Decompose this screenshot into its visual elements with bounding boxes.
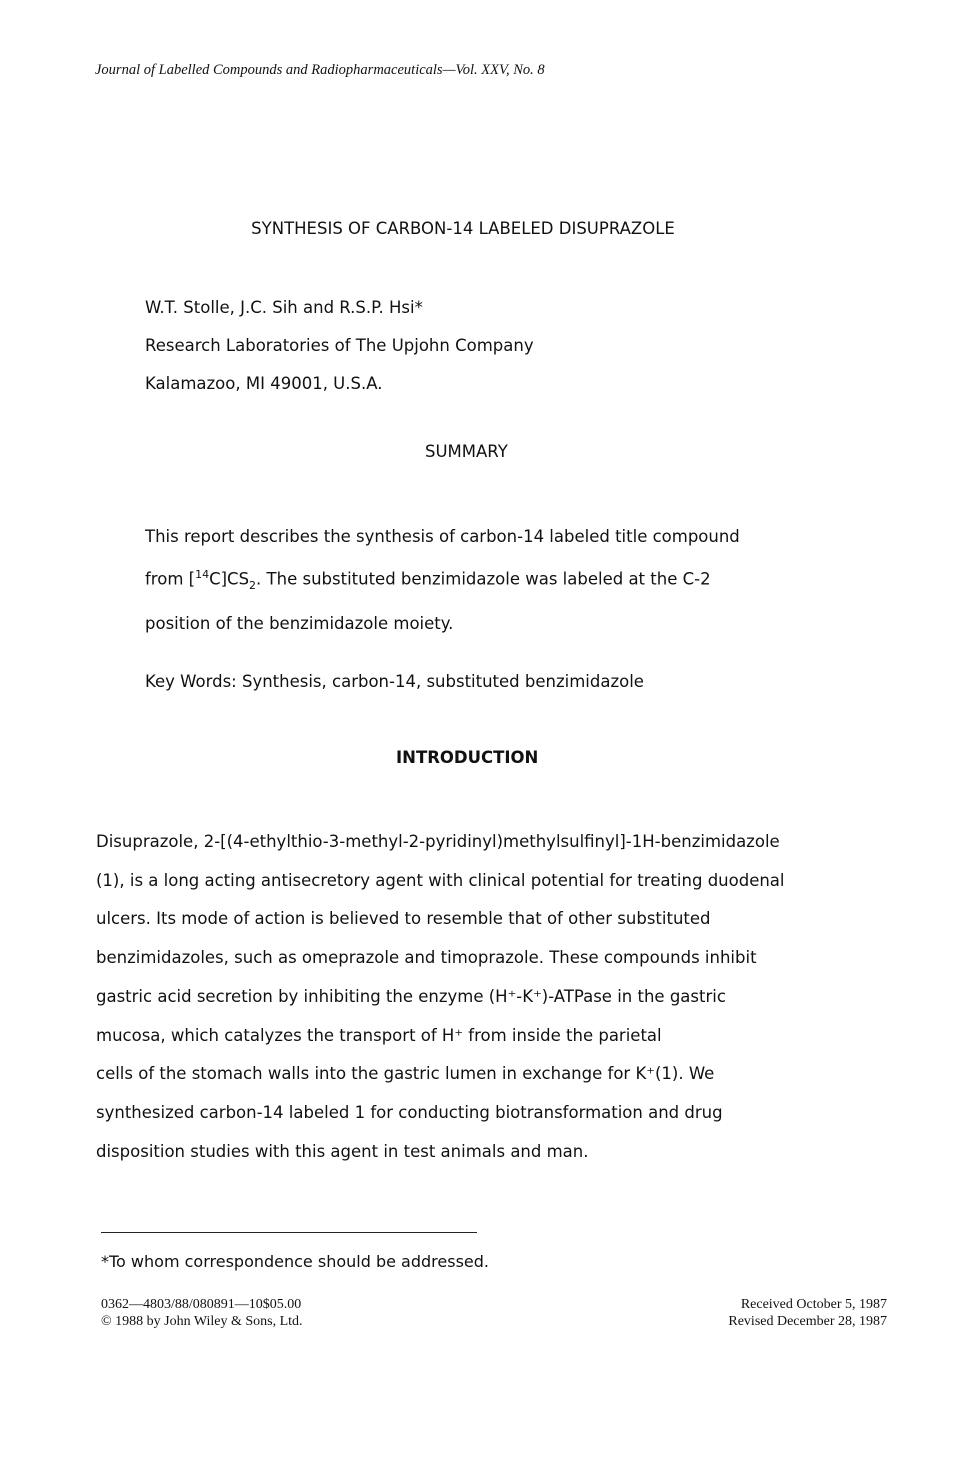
- footnote: *To whom correspondence should be addressed.: [101, 1252, 489, 1271]
- intro-line: benzimidazoles, such as omeprazole and timoprazole. These compounds inhibit: [96, 948, 757, 968]
- isotope-superscript: 14: [195, 568, 210, 581]
- received-date: Received October 5, 1987: [740, 1297, 887, 1312]
- keywords: Key Words: Synthesis, carbon-14, substituted benzimidazole: [145, 672, 644, 691]
- authors: W.T. Stolle, J.C. Sih and R.S.P. Hsi*: [145, 298, 423, 317]
- publication-code: [101, 1296, 303, 1330]
- article-title: SYNTHESIS OF CARBON-14 LABELED DISUPRAZOLE: [251, 219, 675, 238]
- article-title-row: [0, 219, 976, 238]
- introduction-text: [96, 823, 785, 1171]
- summary-text: [145, 518, 740, 643]
- summary-line-1: This report describes the synthesis of carbon-14 labeled title compound: [145, 527, 740, 546]
- received-dates: [728, 1296, 887, 1330]
- summary-line-2-post: . The substituted benzimidazole was labeled at the C-2: [256, 569, 711, 589]
- summary-heading: SUMMARY: [425, 442, 508, 461]
- intro-line: disposition studies with this agent in test animals and man.: [96, 1141, 589, 1161]
- subscript-two: 2: [249, 578, 257, 592]
- intro-line: mucosa, which catalyzes the transport of H⁺ from inside the parietal: [96, 1025, 662, 1045]
- summary-line-3: position of the benzimidazole moiety.: [145, 613, 454, 633]
- copyright: © 1988 by John Wiley & Sons, Ltd.: [101, 1314, 303, 1329]
- journal-header: Journal of Labelled Compounds and Radiopharmaceuticals—Vol. XXV, No. 8: [95, 62, 545, 78]
- affiliation-address: Kalamazoo, MI 49001, U.S.A.: [145, 374, 383, 393]
- intro-line: (1), is a long acting antisecretory agent with clinical potential for treating duodenal: [96, 870, 785, 890]
- footnote-divider: [101, 1232, 477, 1233]
- summary-line-2-pre: from [: [145, 569, 196, 589]
- summary-line-2-mid: C]CS: [209, 569, 250, 589]
- introduction-heading: INTRODUCTION: [396, 748, 539, 767]
- intro-line: ulcers. Its mode of action is believed to resemble that of other substituted: [96, 909, 711, 929]
- affiliation-institution: Research Laboratories of The Upjohn Company: [145, 336, 534, 355]
- intro-line: synthesized carbon-14 labeled 1 for conducting biotransformation and drug: [96, 1102, 723, 1122]
- intro-line: Disuprazole, 2-[(4-ethylthio-3-methyl-2-pyridinyl)methylsulfinyl]-1H-benzimidazole: [96, 832, 780, 851]
- issn-price: 0362—4803/88/080891—10$05.00: [101, 1297, 302, 1312]
- intro-line: gastric acid secretion by inhibiting the enzyme (H⁺-K⁺)-ATPase in the gastric: [96, 986, 726, 1006]
- intro-line: cells of the stomach walls into the gastric lumen in exchange for K⁺(1). We: [96, 1064, 715, 1084]
- revised-date: Revised December 28, 1987: [728, 1314, 887, 1329]
- summary-line-2: [145, 556, 740, 605]
